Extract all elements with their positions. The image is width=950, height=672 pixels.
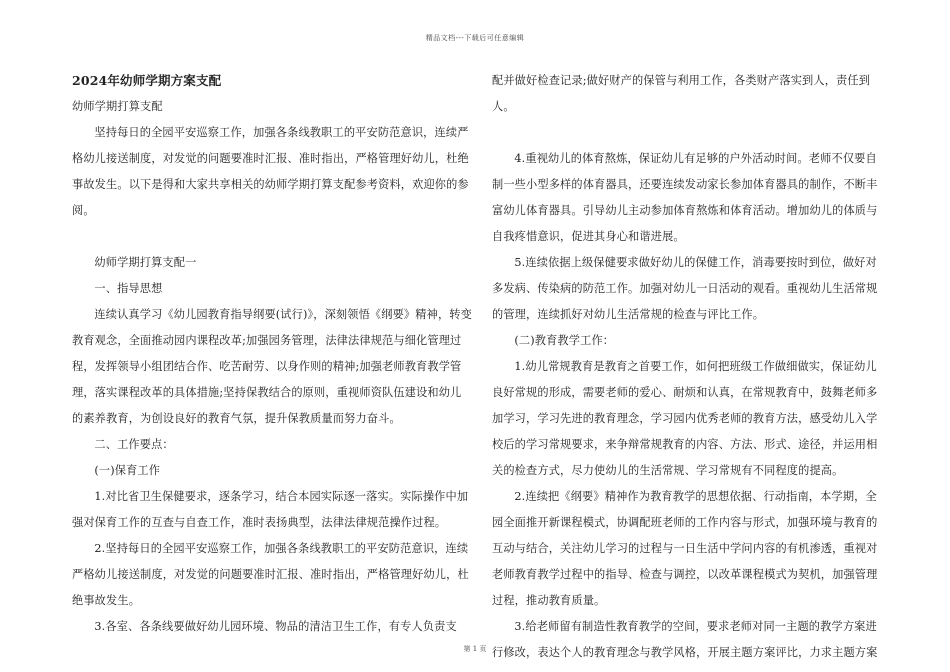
intro-paragraph: 坚持每日的全园平安巡察工作，加强各条线教职工的平安防范意识，连续严格幼儿接送制度，对发觉的问题要准时汇报、准时指出，严格管理好幼儿，杜绝事故发生。以下是得和大家共享相关的幼师学期打算支配参考资料，欢迎你的参阅。 <box>72 126 469 217</box>
spacer <box>492 120 887 146</box>
edu-item-3: 3.给老师留有制造性教育教学的空间，要求老师对同一主题的教学方案进行修改，表达个人的教育理念与教学风格，开展主题方案评比，力求主题方案 <box>492 620 878 659</box>
care-item-5: 5.连续依据上级保健要求做好幼儿的保健工作，消毒要按时到位，做好对多发病、传染病的防范工作。加强对幼儿一日活动的观看。重视幼儿生活常规的管理，连续抓好对幼儿生活常规的检查与评比工作。 <box>492 256 878 321</box>
section-heading: 幼师学期打算支配一 <box>94 256 197 269</box>
care-item-1: 1.对比省卫生保健要求，逐条学习，结合本园实际逐一落实。实际操作中加强对保育工作的互查与自查工作，准时表扬典型，法律法律规范操作过程。 <box>72 490 469 529</box>
right-column <box>492 60 887 666</box>
edu-item-2: 2.连续把《纲要》精神作为教育教学的思想依据、行动指南，本学期，全园全面推开新课程模式，协调配班老师的工作内容与形式，加强环境与教育的互动与结合，关注幼儿学习的过程与一日生活中学问内容的有机渗透，重视对老师教育教学过程中的指导、检查与调控，以改革课程模式为契机，加强管理过程，推动教育质量。 <box>492 490 878 607</box>
sub1-heading: (一)保育工作 <box>94 464 161 477</box>
care-item-3: 3.各室、各条线要做好幼儿园环境、物品的清洁卫生工作，有专人负责支 <box>94 620 457 633</box>
care-item-3-continued: 配并做好检查记录;做好财产的保管与利用工作，各类财产落实到人，责任到人。 <box>492 74 871 113</box>
care-item-2: 2.坚持每日的全园平安巡察工作，加强各条线教职工的平安防范意识，连续严格幼儿接送制度，对发觉的问题要准时汇报、准时指出，严格管理好幼儿，杜绝事故发生。 <box>72 542 469 607</box>
part1-body: 连续认真学习《幼儿园教育指导纲要(试行)》，深刻领悟《纲要》精神，转变教育观念，全面推动园内课程改革;加强园务管理，法律法律规范与细化管理过程，发挥领导小组团结合作、吃苦耐劳、以身作则的精神;加强老师教育教学管理，落实课程改革的具体措施;坚持保教结合的原则，重视师资队伍建设和幼儿的素养教育，为创设良好的教育气氛，提升保教质量而努力奋斗。 <box>72 308 472 425</box>
document-subtitle: 幼师学期打算支配 <box>72 100 163 113</box>
document-title: 2024年幼师学期方案支配 <box>72 73 222 88</box>
part1-heading: 一、指导思想 <box>94 282 163 295</box>
edu-item-1: 1.幼儿常规教育是教育之首要工作，如何把班级工作做细做实，保证幼儿良好常规的形成，需要老师的爱心、耐烦和认真，在常规教育中，鼓舞老师多加学习，学习先进的教育理念，学习园内优秀老师的教育方法，感受幼儿入学校后的学习常规要求，来争辩常规教育的内容、方法、形式、途径，并运用相关的检查方式，尽力使幼儿的生活常规、学习常规有不同程度的提高。 <box>492 360 878 477</box>
page-header: 精品文档---下载后可任意编辑 <box>425 34 525 42</box>
sub2-heading: (二)教育教学工作： <box>514 334 615 347</box>
spacer <box>72 224 472 250</box>
care-item-4: 4.重视幼儿的体育熬炼，保证幼儿有足够的户外活动时间。老师不仅要自制一些小型多样的体育器具，还要连续发动家长参加体育器具的制作，不断丰富幼儿体育器具。引导幼儿主动参加体育熬炼和体育活动。增加幼儿的体质与自我疼惜意识，促进其身心和谐进展。 <box>492 152 878 243</box>
page-number: 第 1 页 <box>463 645 487 653</box>
left-column <box>72 60 472 640</box>
part2-heading: 二、工作要点： <box>94 438 174 451</box>
